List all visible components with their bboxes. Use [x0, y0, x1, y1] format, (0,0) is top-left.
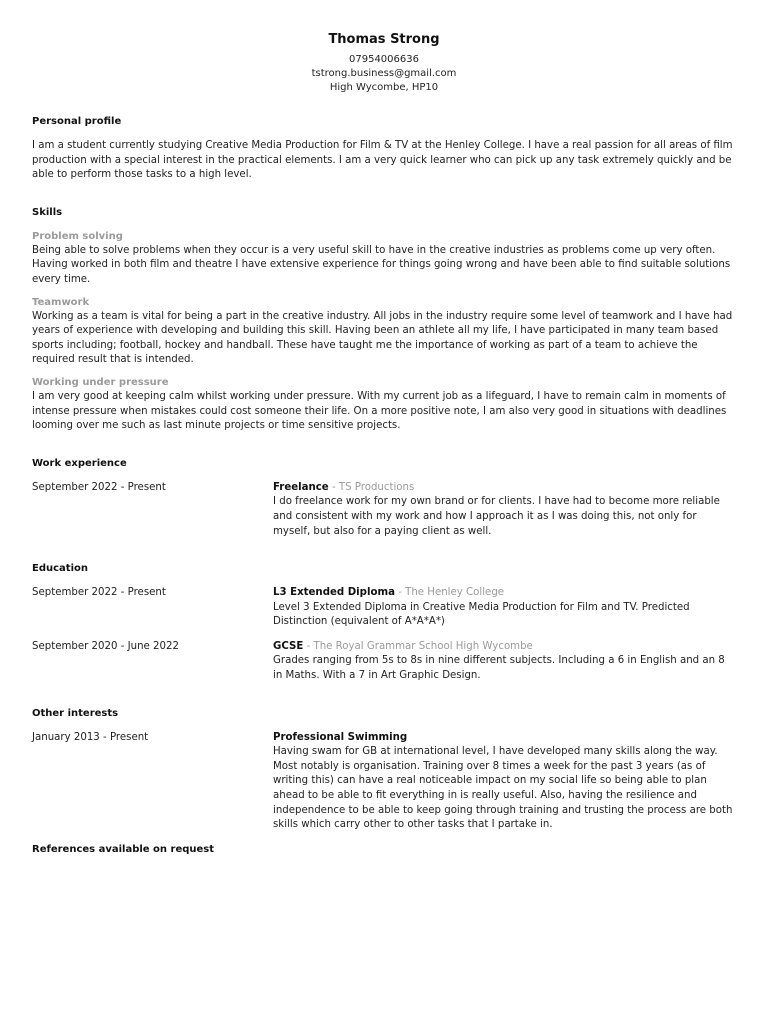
- candidate-name: Thomas Strong: [328, 32, 440, 47]
- entry-description: Grades ranging from 5s to 8s in nine different subjects. Including a 6 in English and an 8 in Maths. With a 7 in Art Graphic Design.: [273, 655, 725, 682]
- skill-name: Problem solving: [32, 230, 123, 242]
- skill-description: Being able to solve problems when they occur is a very useful skill to have in the creative industries as problems come up very often. Having worked in both film and theatre I have extensive experience for things going wrong and have been able to find suitable solutions every time.: [32, 244, 731, 285]
- entry-title: Freelance: [273, 481, 329, 493]
- entry-body: [273, 481, 736, 539]
- work-entry: [32, 481, 736, 539]
- entry-date: January 2013 - Present: [32, 731, 149, 743]
- entry-date: September 2022 - Present: [32, 587, 166, 599]
- entry-body: [273, 586, 736, 630]
- entry-date: September 2022 - Present: [32, 481, 166, 493]
- entry-date: September 2020 - June 2022: [32, 640, 179, 652]
- work-experience-heading: Work experience: [32, 457, 127, 469]
- skill-name: Working under pressure: [32, 376, 169, 388]
- personal-profile-text: I am a student currently studying Creative Media Production for Film & TV at the Henley College. I have a real passion for all areas of film production with a special interest in the practical elements. I am a very quick learner who can pick up any task extremely quickly and be able to perform those tasks to a high level.: [32, 140, 733, 181]
- entry-organisation: - The Henley College: [394, 587, 505, 599]
- personal-profile-heading: Personal profile: [32, 116, 122, 127]
- skills-heading: Skills: [32, 206, 63, 218]
- entry-description: I do freelance work for my own brand or for clients. I have had to become more reliable and consistent with my work and how I approach it as I was doing this, not only for myself, but also for a paying client as well.: [273, 496, 720, 537]
- interest-entry: [32, 731, 736, 833]
- resume-header: [32, 30, 736, 95]
- entry-description: Having swam for GB at international level, I have developed many skills along the way. Most notably is organisation. Training over 8 times a week for the past 3 years (as of writing this) can have a real noticeable impact on my social life so being able to plan ahead to be able to fit everything in is really useful. Also, having the resilience and independence to be able to keep going through training and trusting the process are both skills which carry other to other tasks that I partake in.: [273, 746, 733, 831]
- entry-title: L3 Extended Diploma: [273, 587, 395, 599]
- other-interests-heading: Other interests: [32, 707, 119, 719]
- education-heading: Education: [32, 563, 88, 575]
- entry-body: [273, 731, 736, 833]
- skill-name: Teamwork: [32, 296, 90, 308]
- entry-description: Level 3 Extended Diploma in Creative Media Production for Film and TV. Predicted Distinction (equivalent of A*A*A*): [273, 601, 690, 628]
- entry-title: Professional Swimming: [273, 731, 408, 743]
- education-entry: [32, 586, 736, 630]
- entry-organisation: - TS Productions: [328, 481, 415, 493]
- phone-number: 07954006636: [349, 54, 419, 65]
- entry-title: GCSE: [273, 640, 304, 652]
- resume-page: [32, 30, 736, 857]
- references-note: References available on request: [32, 843, 215, 855]
- location: High Wycombe, HP10: [329, 82, 439, 93]
- education-entry: [32, 640, 736, 684]
- skill-description: Working as a team is vital for being a part in the creative industry. All jobs in the industry require some level of teamwork and I have had years of experience with developing and building this skill. Having been an athlete all my life, I have participated in many team based sports including; football, hockey and handball. These have taught me the importance of working as part of a team to achieve the required result that is intended.: [32, 310, 733, 366]
- skill-working-under-pressure: [32, 376, 736, 434]
- skill-description: I am very good at keeping calm whilst working under pressure. With my current job as a lifeguard, I have to remain calm in moments of intense pressure when mistakes could cost someone their life. On a more positive note, I am also very good in situations with deadlines looming over me such as last minute projects or time sensitive projects.: [32, 390, 727, 432]
- skill-problem-solving: [32, 230, 736, 288]
- skill-teamwork: [32, 296, 736, 368]
- entry-body: [273, 640, 736, 684]
- email-address: tstrong.business@gmail.com: [311, 68, 457, 79]
- entry-organisation: - The Royal Grammar School High Wycombe: [303, 640, 533, 652]
